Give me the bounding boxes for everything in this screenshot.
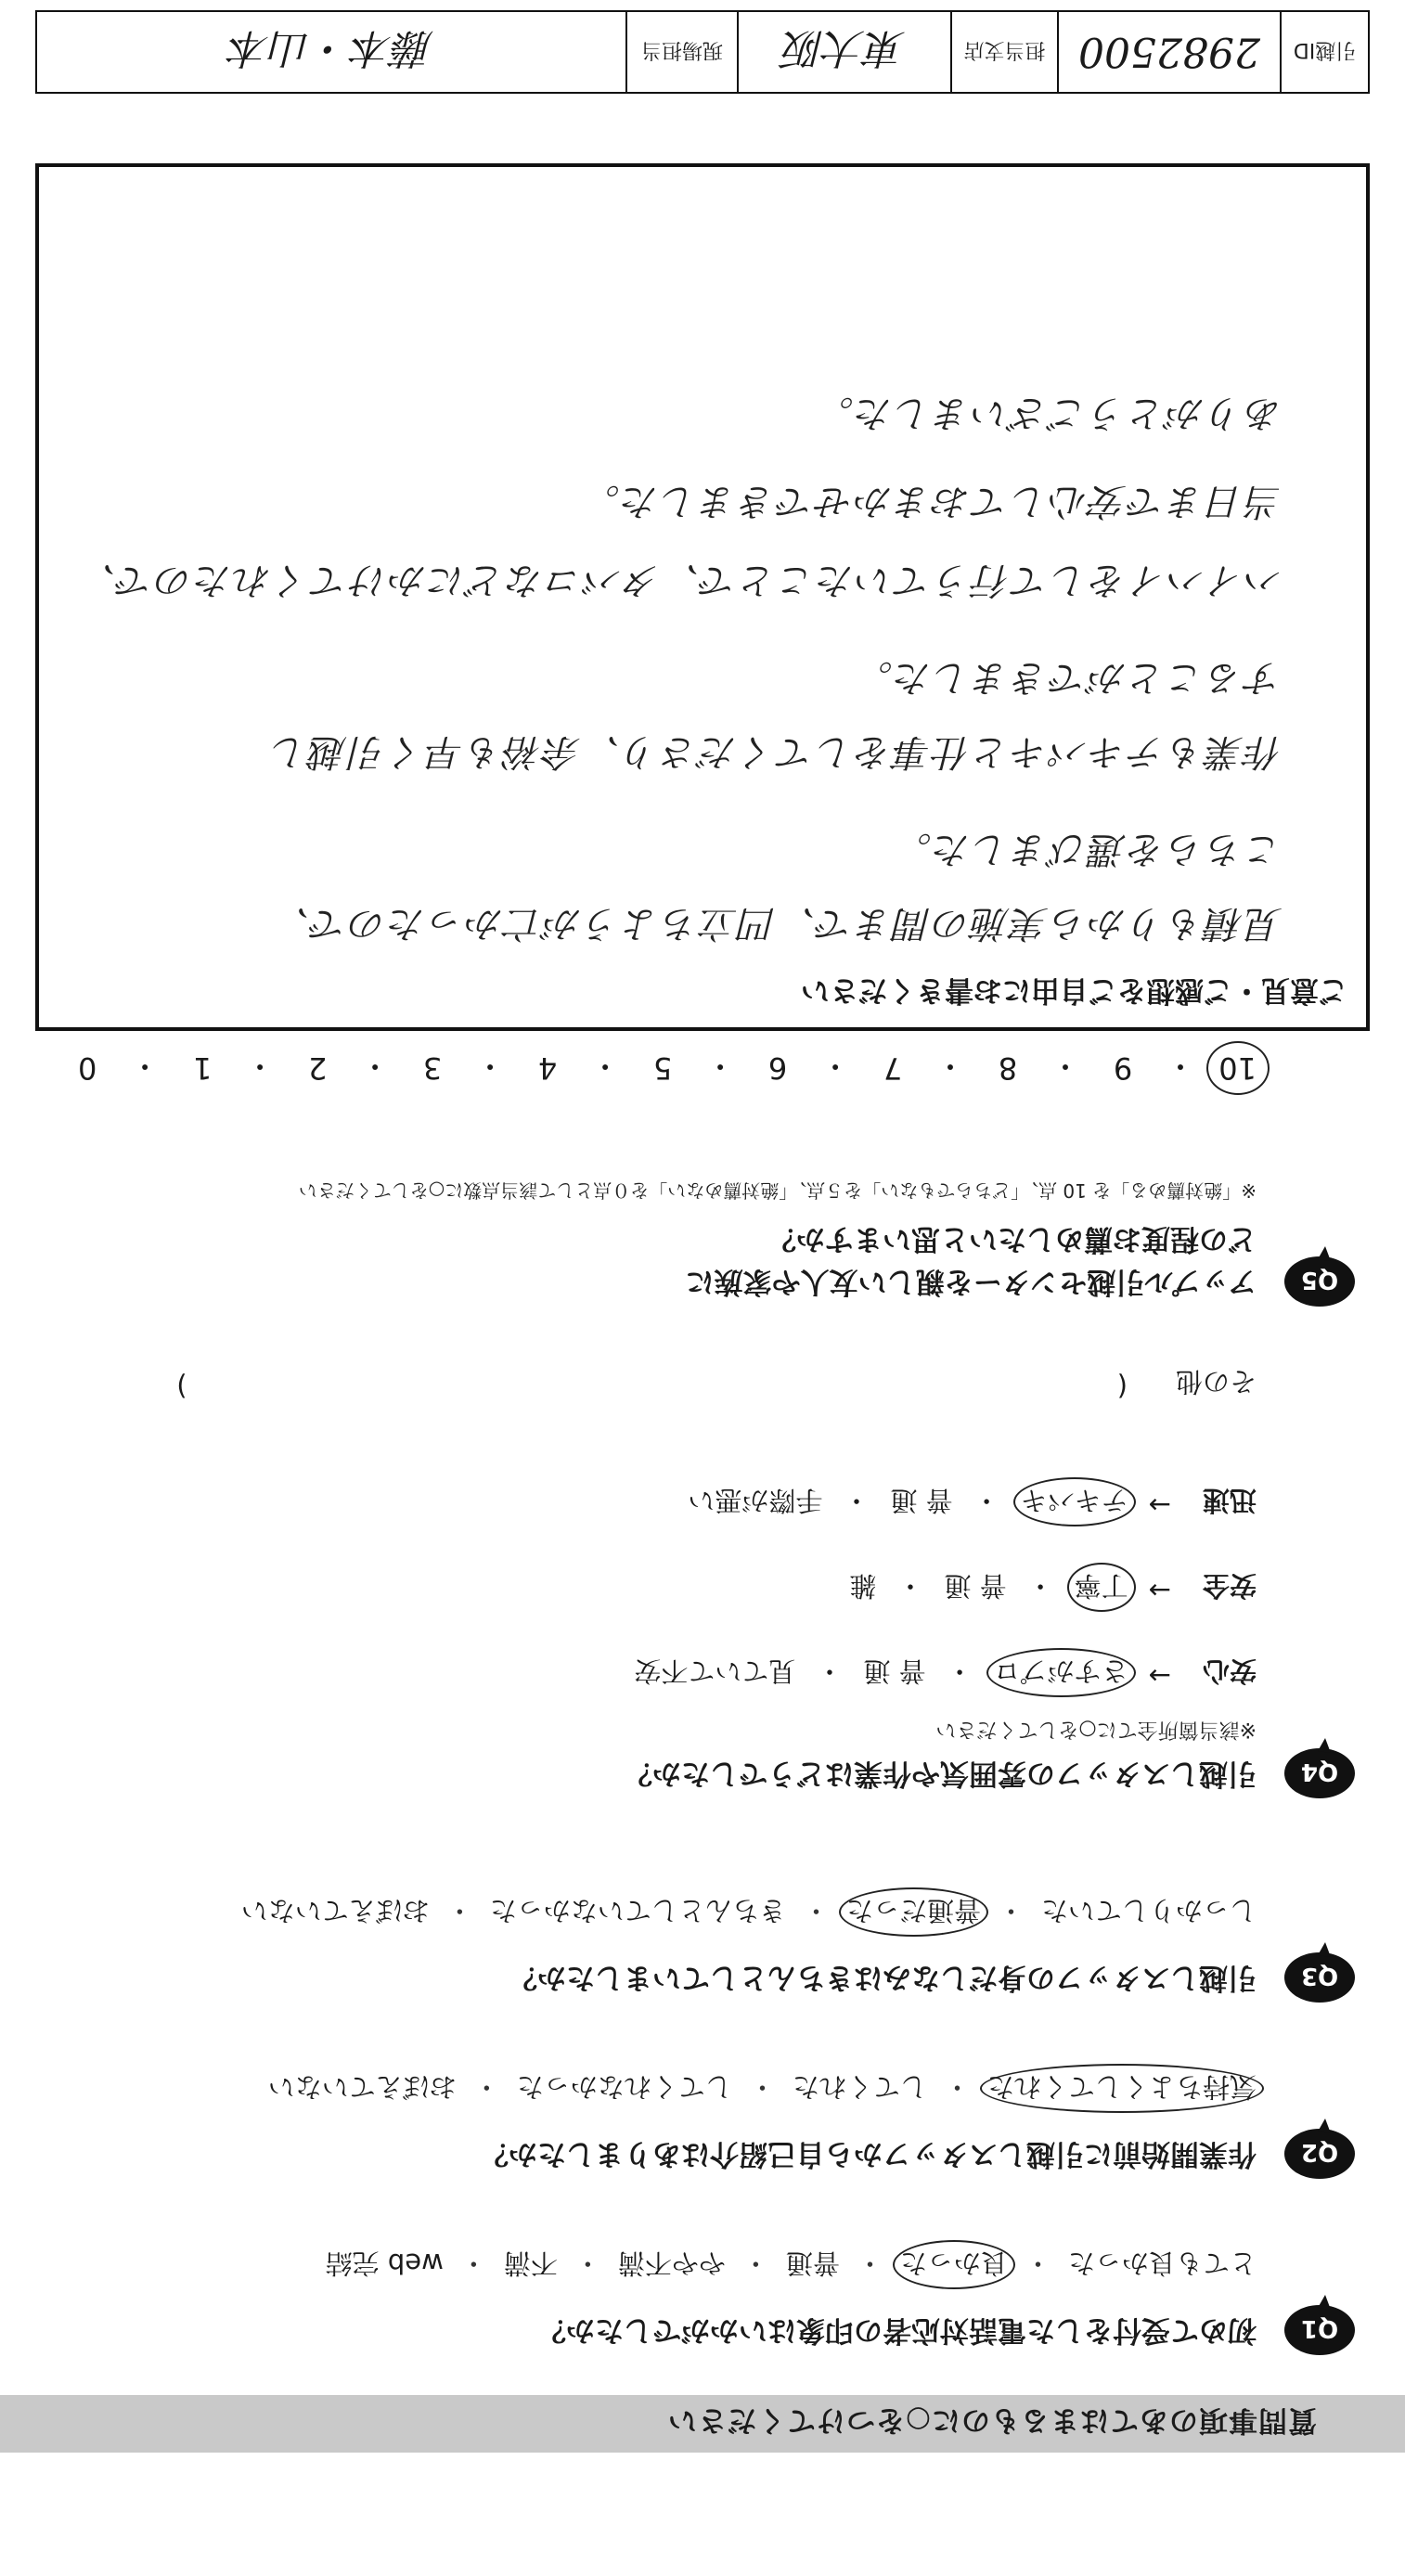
q1-option-normal[interactable]: 普通 xyxy=(785,2248,840,2279)
comment-line: こちらを選びました。 xyxy=(893,828,1283,870)
q4-row-anshin: 安心 → さすがプロ ・ 普 通 ・ 見ていて不安 xyxy=(634,1655,1257,1692)
q1-badge-icon xyxy=(1281,2297,1359,2358)
q4-row-anzen: 安全 → 丁寧 ・ 普 通 ・ 雑 xyxy=(849,1570,1257,1606)
q5-score-scale: 10 ・ 9 ・ 8 ・ 7 ・ 6 ・ 5 ・ 4 ・ 3 ・ 2 ・ 1 ・ 0 xyxy=(13,1036,1312,1101)
comment-line: 当日まで安心しておまかせできました。 xyxy=(581,480,1283,522)
q4-row-label: 安全 xyxy=(1202,1570,1257,1602)
move-id-label: 引越ID xyxy=(1280,12,1368,92)
q4-anshin-option-pro[interactable]: さすがプロ xyxy=(994,1654,1128,1692)
q4-anshin-option-anxious[interactable]: 見ていて不安 xyxy=(634,1655,796,1687)
comment-line: することができました。 xyxy=(854,656,1283,699)
q4-other-row xyxy=(106,1364,1257,1402)
q4-anshin-option-normal[interactable]: 普 通 xyxy=(863,1655,926,1687)
svg-text:Q3: Q3 xyxy=(1300,1962,1339,1990)
q2-option-no[interactable]: してくれなかった xyxy=(516,2071,732,2103)
score-9[interactable]: 9 xyxy=(1113,1050,1133,1086)
q4-row-label: 安心 xyxy=(1202,1655,1257,1687)
q2-options: 気持ちよくしてくれた ・ してくれた ・ してくれなかった ・ おぼえていない xyxy=(268,2069,1257,2107)
q4-other-paren-open: ( xyxy=(1116,1371,1128,1402)
score-0[interactable]: 0 xyxy=(77,1050,97,1086)
q1-title: 初めて受付をした電話対応者の印象はいかがでしたか？ xyxy=(537,2313,1257,2347)
q3-badge-icon xyxy=(1281,1944,1359,2005)
score-3[interactable]: 3 xyxy=(422,1050,443,1086)
q1-option-slightly-dissatisfied[interactable]: やや不満 xyxy=(617,2248,726,2279)
question-2 xyxy=(22,2033,1359,2182)
q4-anzen-option-normal[interactable]: 普 通 xyxy=(944,1570,1007,1602)
staff-value[interactable]: 藤本・山本 xyxy=(229,24,433,71)
comment-line: 作業もテキパキと仕事をしてくださり、余裕も早く引越し xyxy=(269,730,1283,773)
svg-text:Q5: Q5 xyxy=(1300,1266,1339,1294)
q2-title: 作業開始前に引越しスタッフから自己紹介はありましたか？ xyxy=(480,2137,1257,2170)
branch-label: 担当支店 xyxy=(950,12,1057,92)
question-5 xyxy=(22,1124,1359,1309)
q4-note: ※該当箇所全てに○をしてください xyxy=(935,1718,1257,1741)
q2-option-dont-remember[interactable]: おぼえていない xyxy=(267,2071,457,2103)
q4-jinsoku-option-brisk[interactable]: テキパキ xyxy=(1021,1483,1128,1521)
question-4 xyxy=(22,1430,1359,1801)
q1-option-good[interactable]: 良かった xyxy=(900,2246,1008,2284)
move-id-value[interactable]: 2982500 xyxy=(1057,12,1280,92)
q5-title-line1: アップル引越センターを親しい友人や家族に xyxy=(685,1265,1257,1298)
question-1 xyxy=(22,2209,1359,2358)
branch-value[interactable]: 東大阪 xyxy=(737,12,950,92)
arrow-icon: → xyxy=(1148,1575,1171,1606)
staff-label: 現場担当 xyxy=(625,12,737,92)
q3-option-dont-remember[interactable]: おぼえていない xyxy=(240,1895,430,1926)
q4-badge-icon xyxy=(1281,1740,1359,1801)
q3-option-normal[interactable]: 普通だった xyxy=(846,1893,981,1931)
q2-badge-icon xyxy=(1281,2120,1359,2182)
comment-box[interactable] xyxy=(35,163,1370,1031)
q4-row-label: 迅速 xyxy=(1202,1485,1257,1516)
instruction-text: 質問事項のあてはまるものに○をつけてください xyxy=(666,2403,1317,2438)
q4-row-jinsoku: 迅速 → テキパキ ・ 普 通 ・ 手際が悪い xyxy=(688,1485,1257,1521)
q3-options: しっかりしていた ・ 普通だった ・ きちんとしていなかった ・ おぼえていない xyxy=(241,1893,1257,1931)
score-10[interactable]: 10 xyxy=(1218,1050,1257,1086)
score-6[interactable]: 6 xyxy=(767,1050,788,1086)
score-8[interactable]: 8 xyxy=(998,1050,1018,1086)
q3-option-neat[interactable]: しっかりしていた xyxy=(1040,1895,1257,1926)
q1-option-very-good[interactable]: とても良かった xyxy=(1067,2248,1257,2279)
question-3 xyxy=(22,1857,1359,2005)
q4-other-label: その他 xyxy=(1175,1366,1257,1397)
arrow-icon: → xyxy=(1148,1489,1171,1521)
q5-badge-icon xyxy=(1281,1248,1359,1309)
q4-other-paren-close: ) xyxy=(176,1371,187,1402)
q2-option-yes[interactable]: してくれた xyxy=(792,2071,927,2103)
q3-option-not-neat[interactable]: きちんとしていなかった xyxy=(489,1895,786,1926)
instruction-banner xyxy=(0,2395,1405,2453)
q1-options: とても良かった ・ 良かった ・ 普通 ・ やや不満 ・ 不満 ・ web 完結 xyxy=(326,2246,1257,2284)
q4-jinsoku-option-normal[interactable]: 普 通 xyxy=(890,1485,953,1516)
id-table xyxy=(35,10,1370,94)
comment-line: ありがとうございました。 xyxy=(815,392,1283,434)
svg-text:Q2: Q2 xyxy=(1300,2138,1339,2166)
q3-title: 引越しスタッフの身だしなみはきちんとしていましたか？ xyxy=(509,1961,1257,1994)
comment-line: ハイハイをして行うていたことで、タバコなどにかけてくれたので、 xyxy=(76,559,1283,601)
svg-text:Q4: Q4 xyxy=(1300,1758,1339,1785)
score-4[interactable]: 4 xyxy=(537,1050,558,1086)
score-2[interactable]: 2 xyxy=(307,1050,328,1086)
score-5[interactable]: 5 xyxy=(652,1050,673,1086)
q4-anzen-option-careful[interactable]: 丁寧 xyxy=(1075,1568,1128,1606)
q5-note: ※「絶対薦める」を 10 点、「どちらでもない」を５点、「絶対薦めない」を０点として該当点数に○をしてください xyxy=(298,1179,1257,1202)
q4-jinsoku-option-clumsy[interactable]: 手際が悪い xyxy=(688,1485,823,1516)
q4-anzen-option-rough[interactable]: 雑 xyxy=(849,1570,877,1602)
q1-option-web[interactable]: web 完結 xyxy=(325,2248,444,2279)
arrow-icon: → xyxy=(1148,1660,1171,1692)
score-1[interactable]: 1 xyxy=(192,1050,213,1086)
q5-title-line2: どの程度お薦めしたいと思いますか？ xyxy=(767,1222,1257,1256)
comment-line: 見積もりから実施の間まで、凹立ちようが亡かったので、 xyxy=(270,902,1283,945)
q2-option-gladly[interactable]: 気持ちよくしてくれた xyxy=(987,2069,1257,2107)
q4-title: 引越しスタッフの雰囲気や作業はどうでしたか？ xyxy=(624,1757,1257,1790)
q1-option-dissatisfied[interactable]: 不満 xyxy=(503,2248,558,2279)
svg-text:Q1: Q1 xyxy=(1300,2314,1339,2342)
comment-title: ご意見・ご感想をご自由にお書きください xyxy=(801,973,1347,1007)
score-7[interactable]: 7 xyxy=(883,1050,903,1086)
